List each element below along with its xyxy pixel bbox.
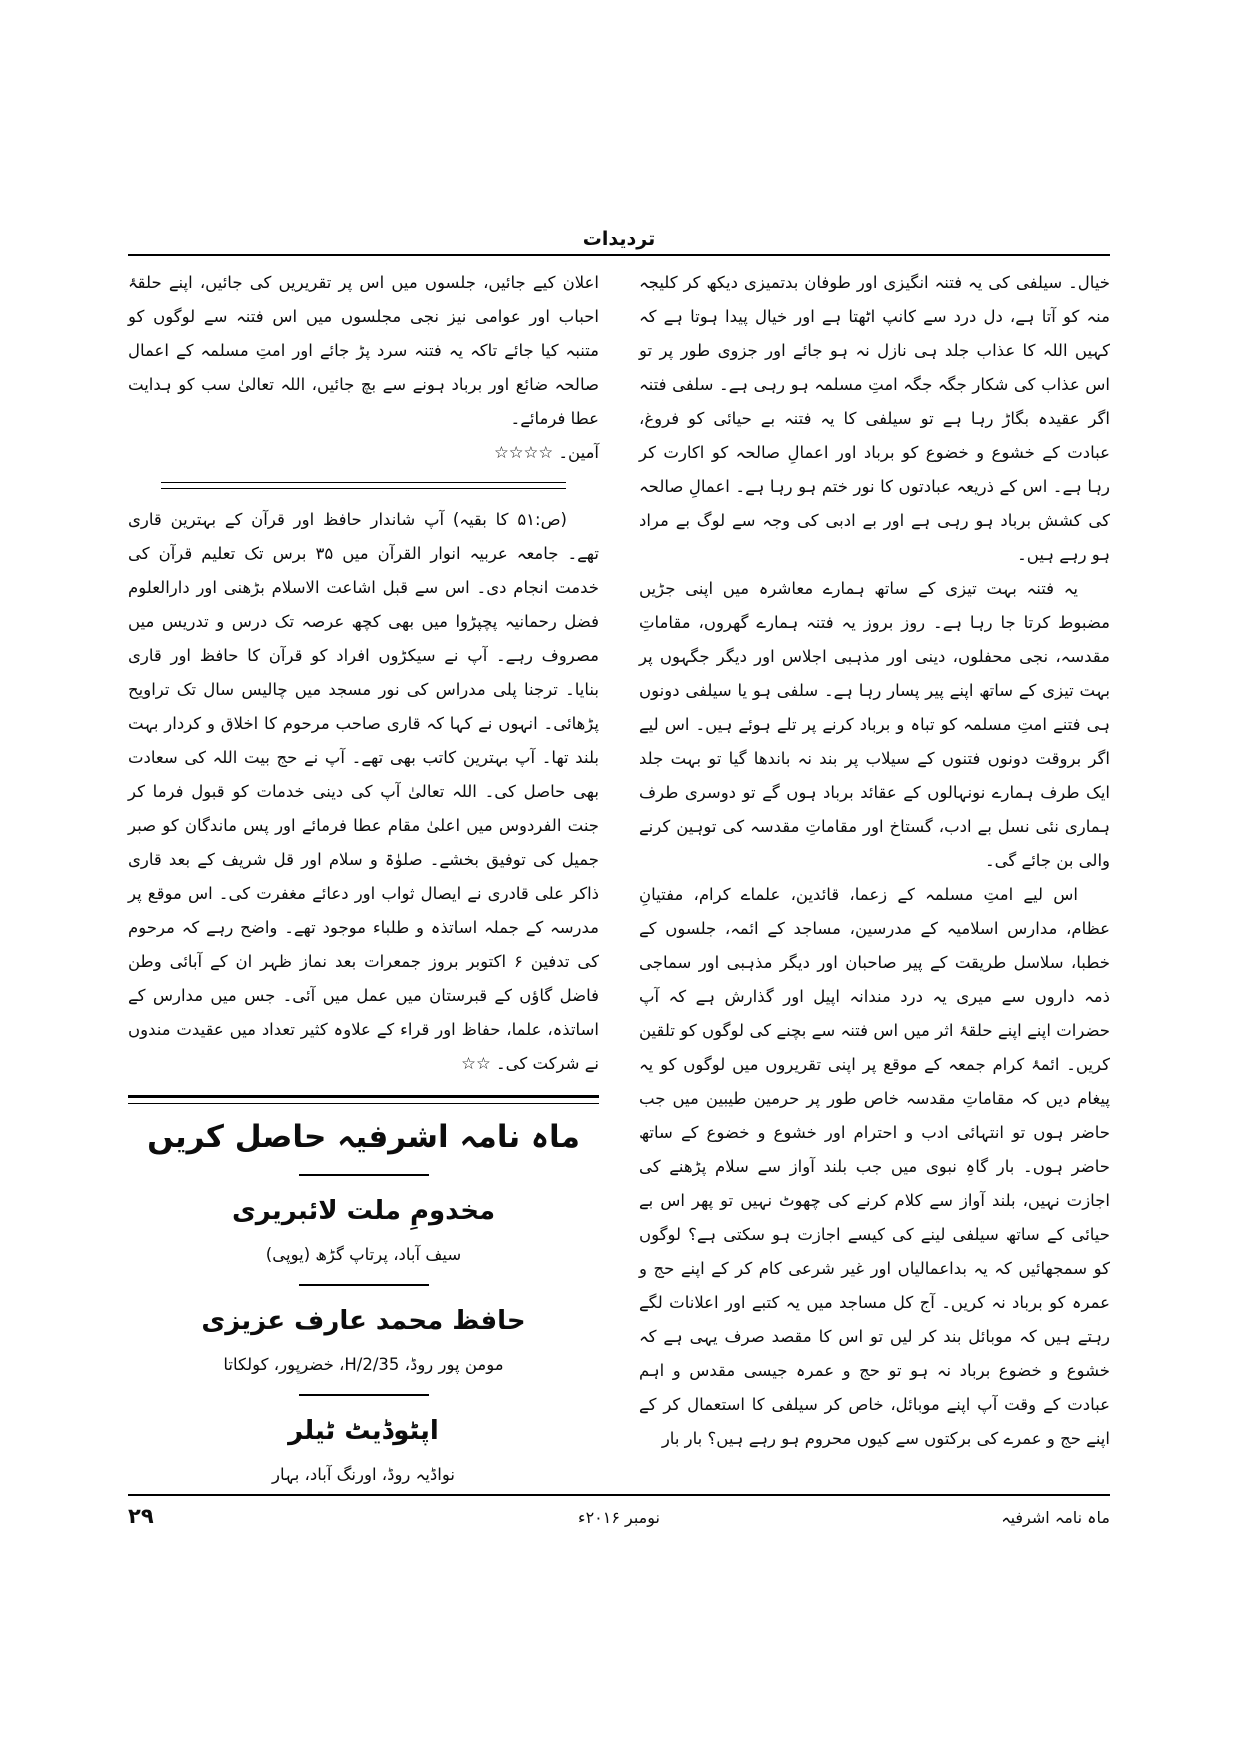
ads-heading-rule (299, 1174, 429, 1176)
ad-address: مومن پور روڈ، 35/H/2، خضرپور، کولکاتا (223, 1355, 504, 1374)
ad-address: نواڈیہ روڈ، اورنگ آباد، بہار (272, 1465, 455, 1484)
footer-page-number: ۲۹ (128, 1504, 154, 1528)
ads-top-rule (128, 1095, 599, 1104)
ad-name: اپٹوڈیٹ ٹیلر (288, 1416, 439, 1446)
column-left (128, 266, 599, 1490)
page-content (128, 228, 1110, 1490)
subscription-ads (128, 1095, 599, 1490)
column-right (639, 266, 1110, 1490)
paragraph-announcement: اعلان کیے جائیں، جلسوں میں اس پر تقریریں کی جائیں، اپنے حلقۂ احباب اور عوامی نیز نجی مجلسوں میں اس فتنہ سے لوگوں کو متنبہ کیا جائے تاکہ یہ فتنہ سرد پڑ جائے اور امتِ مسلمہ کے اعمال صالحہ ضائع اور برباد ہونے سے بچ جائیں، اللہ تعالیٰ سب کو ہدایت عطا فرمائے۔ (128, 273, 599, 428)
header-rule (128, 254, 1110, 256)
ads-heading: ماہ نامہ اشرفیہ حاصل کریں (147, 1119, 580, 1155)
ad-divider-rule (299, 1284, 429, 1286)
paragraph-selfie-1: خیال۔ سیلفی کی یہ فتنہ انگیزی اور طوفان بدتمیزی دیکھ کر کلیجہ منہ کو آتا ہے، دل درد سے کانپ اٹھتا ہے اور خیال پیدا ہوتا ہے کہ کہیں اللہ کا عذاب جلد ہی نازل نہ ہو جائے اور جزوی طور پر تو اس عذاب کی شکار جگہ جگہ امتِ مسلمہ ہو رہی ہے۔ سلفی فتنہ اگر عقیدہ بگاڑ رہا ہے تو سیلفی کا یہ فتنہ بے حیائی کو فروغ، عبادت کے خشوع و خضوع کو برباد اور اعمالِ صالحہ کو اکارت کر رہا ہے۔ اس کے ذریعہ عبادتوں کا نور ختم ہو رہا ہے۔ اعمالِ صالحہ کی کشش برباد ہو رہی ہے اور بے ادبی کی وجہ سے لوگ بے مراد ہو رہے ہیں۔ (639, 273, 1110, 564)
ad-entry-library (128, 1192, 599, 1270)
section-divider-rule (161, 482, 566, 489)
ameen-stars-line: آمین۔ ☆☆☆☆ (493, 443, 599, 462)
ad-divider-rule (299, 1394, 429, 1396)
ad-name: مخدومِ ملت لائبریری (231, 1196, 496, 1226)
paragraph-selfie-2: یہ فتنہ بہت تیزی کے ساتھ ہمارے معاشرہ میں اپنی جڑیں مضبوط کرتا جا رہا ہے۔ روز بروز یہ فتنہ ہمارے گھروں، مقاماتِ مقدسہ، نجی محفلوں، دینی اور مذہبی اجلاس اور دیگر جگہوں پر بہت تیزی کے ساتھ اپنے پیر پسار رہا ہے۔ سلفی ہو یا سیلفی دونوں ہی فتنے امتِ مسلمہ کو تباہ و برباد کرنے پر تلے ہوئے ہیں۔ اس لیے اگر بروقت دونوں فتنوں کے سیلاب پر بند نہ باندھا گیا تو بہت جلد ایک طرف ہمارے نونہالوں کے عقائد برباد ہوں گے تو دوسری طرف ہماری نئی نسل بے ادب، گستاخ اور مقاماتِ مقدسہ کی توہین کرنے والی بن جائے گی۔ (639, 579, 1110, 870)
paragraph-selfie-3: اس لیے امتِ مسلمہ کے زعما، قائدین، علماے کرام، مفتیانِ عظام، مدارس اسلامیہ کے مدرسین، مساجد کے ائمہ، جلسوں کے خطبا، سلاسل طریقت کے پیر صاحبان اور دیگر مذہبی اور سماجی ذمہ داروں سے میری یہ درد مندانہ اپیل اور گذارش ہے کہ آپ حضرات اپنے اپنے حلقۂ اثر میں اس فتنہ سے بچنے کی لوگوں کو تلقین کریں۔ ائمۂ کرام جمعہ کے موقع پر اپنی تقریروں میں لوگوں کو یہ پیغام دیں کہ مقاماتِ مقدسہ خاص طور پر حرمین طیبین میں جب حاضر ہوں تو انتہائی ادب و احترام اور خشوع و خضوع کے ساتھ حاضر ہوں۔ بار گاہِ نبوی میں جب بلند آواز سے سلام پڑھنے کی اجازت نہیں، بلند آواز سے کلام کرنے کی چھوٹ نہیں تو پھر اس بے حیائی کے ساتھ سیلفی لینے کی کیسے اجازت ہو سکتی ہے؟ لوگوں کو سمجھائیں کہ یہ بداعمالیاں اور غیر شرعی کام کر کے اپنے حج و عمرہ کو برباد نہ کریں۔ آج کل مساجد میں یہ کتبے اور اعلانات لگے رہتے ہیں کہ موبائل بند کر لیں تو اس کا مقصد صرف یہی ہے کہ خشوع و خضوع برباد نہ ہو تو حج و عمرہ جیسی مقدس و اہم عبادت کے وقت آپ اپنے موبائل، خاص کر سیلفی کا استعمال کر کے اپنے حج و عمرے کی برکتوں سے کیوں محروم ہو رہے ہیں؟ بار بار (639, 885, 1110, 1448)
two-column-body (128, 266, 1110, 1490)
section-title: تردیدات (582, 228, 656, 250)
ad-entry-hafiz (128, 1302, 599, 1380)
ad-entry-tailor (128, 1412, 599, 1490)
paragraph-obituary: (ص:۵۱ کا بقیہ) آپ شاندار حافظ اور قرآن کے بہترین قاری تھے۔ جامعہ عربیہ انوار القرآن میں ۳۵ برس تک تعلیم قرآن کی خدمت انجام دی۔ اس سے قبل اشاعت الاسلام بڑھنی اور دارالعلوم فضل رحمانیہ پچپڑوا میں بھی کچھ عرصہ تک درس و تدریس میں مصروف رہے۔ آپ نے سیکڑوں افراد کو قرآن کا حافظ اور قاری بنایا۔ ترجنا پلی مدراس کی نور مسجد میں چالیس سال تک تراویح پڑھائی۔ انہوں نے کہا کہ قاری صاحب مرحوم کا اخلاق و کردار بہت بلند تھا۔ آپ بہترین کاتب بھی تھے۔ آپ نے حج بیت اللہ کی سعادت بھی حاصل کی۔ اللہ تعالیٰ آپ کی دینی خدمات کو قبول فرما کر جنت الفردوس میں اعلیٰ مقام عطا فرمائے اور پس ماندگان کو صبر جمیل کی توفیق بخشے۔ صلوٰۃ و سلام اور قل شریف کے بعد قاری ذاکر علی قادری نے ایصال ثواب اور دعائے مغفرت کی۔ اس موقع پر مدرسہ کے جملہ اساتذہ و طلباء موجود تھے۔ واضح رہے کہ مرحوم کی تدفین ۶ اکتوبر بروز جمعرات بعد نماز ظہر ان کے آبائی وطن فاضل گاؤں کے قبرستان میں عمل میں آئی۔ جس میں مدارس کے اساتذہ، علما، حفاظ اور قراء کے علاوہ کثیر تعداد میں عقیدت مندوں نے شرکت کی۔ ☆☆ (128, 510, 599, 1073)
footer-magazine-name: ماہ نامہ اشرفیہ (1001, 1508, 1110, 1527)
ad-name: حافظ محمد عارف عزیزی (201, 1306, 526, 1336)
page-footer (128, 1494, 1110, 1528)
ad-address: سیف آباد، پرتاپ گڑھ (یوپی) (265, 1245, 462, 1264)
footer-issue-date: نومبر ۲۰۱۶ء (578, 1508, 660, 1527)
page-header (128, 228, 1110, 256)
